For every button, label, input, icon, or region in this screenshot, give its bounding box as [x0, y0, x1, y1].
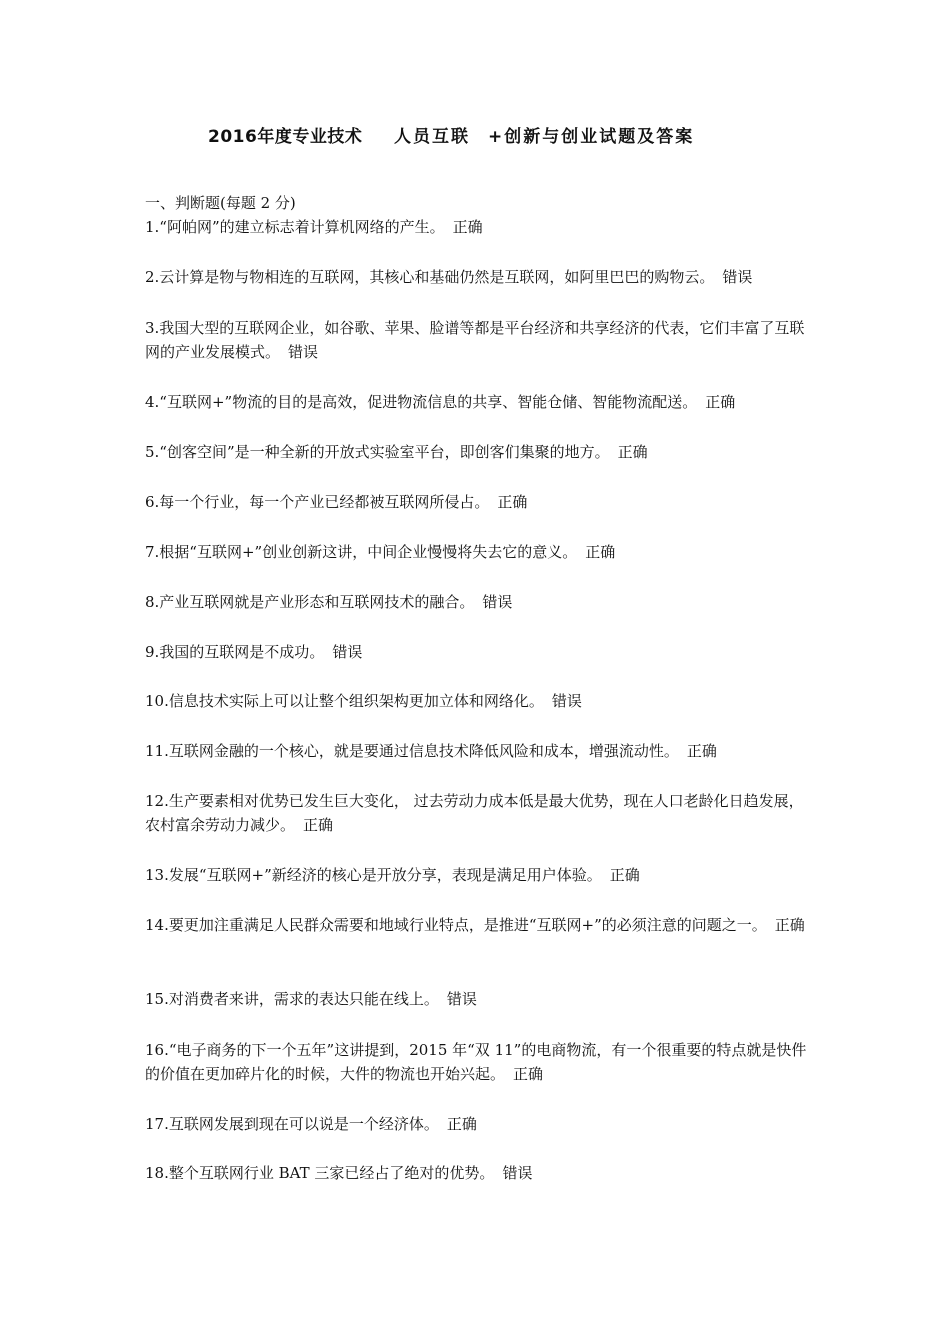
question-text: 1.“阿帕网”的建立标志着计算机网络的产生。 [145, 218, 445, 236]
question-answer: 错误 [502, 1164, 533, 1182]
question-text: 14.要更加注重满足人民群众需要和地域行业特点，是推进“互联网+”的必须注意的问题之一。 [145, 916, 767, 934]
question-text: 11.互联网金融的一个核心，就是要通过信息技术降低风险和成本，增强流动性。 [145, 742, 679, 760]
question-text: 7.根据“互联网+”创业创新这讲，中间企业慢慢将失去它的意义。 [145, 543, 578, 561]
question-item [145, 789, 815, 837]
question-item [145, 390, 815, 414]
question-answer: 正确 [686, 742, 717, 760]
question-answer: 错误 [551, 692, 582, 710]
question-item [145, 590, 815, 614]
question-answer: 正确 [452, 218, 483, 236]
question-answer: 正确 [609, 866, 640, 884]
question-item [145, 987, 815, 1011]
question-item [145, 215, 815, 239]
question-answer: 错误 [288, 343, 319, 361]
question-item [145, 1038, 815, 1086]
question-text: 17.互联网发展到现在可以说是一个经济体。 [145, 1115, 439, 1133]
question-item [145, 913, 815, 937]
question-text: 9.我国的互联网是不成功。 [145, 643, 325, 661]
question-answer: 错误 [446, 990, 477, 1008]
question-text: 18.整个互联网行业 BAT 三家已经占了绝对的优势。 [145, 1164, 495, 1182]
question-text: 3.我国大型的互联网企业，如谷歌、苹果、脸谱等都是平台经济和共享经济的代表，它们丰富了互联网的产业发展模式。 [145, 319, 805, 361]
question-text: 5.“创客空间”是一种全新的开放式实验室平台，即创客们集聚的地方。 [145, 443, 610, 461]
question-item [145, 540, 815, 564]
question-item [145, 316, 815, 364]
question-answer: 正确 [585, 543, 616, 561]
question-text: 4.“互联网+”物流的目的是高效，促进物流信息的共享、智能仓储、智能物流配送。 [145, 393, 698, 411]
question-item [145, 739, 815, 763]
title-part-2: 人员互联 [394, 127, 470, 147]
question-answer: 错误 [332, 643, 363, 661]
question-answer: 正确 [513, 1065, 544, 1083]
question-text: 6.每一个行业，每一个产业已经都被互联网所侵占。 [145, 493, 490, 511]
question-answer: 正确 [705, 393, 736, 411]
document-title [0, 122, 950, 150]
question-item [145, 1112, 815, 1136]
question-answer: 正确 [446, 1115, 477, 1133]
question-answer: 正确 [774, 916, 805, 934]
question-item [145, 440, 815, 464]
question-text: 12.生产要素相对优势已发生巨大变化， 过去劳动力成本低是最大优势，现在人口老龄化日趋发展，农村富余劳动力减少。 [145, 792, 804, 834]
question-answer: 正确 [303, 816, 334, 834]
question-answer: 正确 [617, 443, 648, 461]
question-text: 8.产业互联网就是产业形态和互联网技术的融合。 [145, 593, 475, 611]
question-item [145, 689, 815, 713]
title-part-1: 2016年度专业技术 [208, 127, 363, 147]
question-item [145, 265, 815, 289]
question-item [145, 1161, 815, 1185]
question-item [145, 490, 815, 514]
question-item [145, 863, 815, 887]
title-part-3: +创新与创业试题及答案 [488, 127, 695, 147]
section-heading: 一、判断题(每题 2 分) [145, 194, 296, 212]
question-text: 2.云计算是物与物相连的互联网，其核心和基础仍然是互联网，如阿里巴巴的购物云。 [145, 268, 715, 286]
question-text: 13.发展“互联网+”新经济的核心是开放分享，表现是满足用户体验。 [145, 866, 602, 884]
question-answer: 错误 [482, 593, 513, 611]
question-text: 16.“电子商务的下一个五年”这讲提到，2015 年“双 11”的电商物流，有一个很重要的特点就是快件的价值在更加碎片化的时候，大件的物流也开始兴起。 [145, 1041, 807, 1083]
question-text: 15.对消费者来讲，需求的表达只能在线上。 [145, 990, 439, 1008]
question-text: 10.信息技术实际上可以让整个组织架构更加立体和网络化。 [145, 692, 544, 710]
question-item [145, 640, 815, 664]
question-answer: 正确 [497, 493, 528, 511]
question-answer: 错误 [722, 268, 753, 286]
